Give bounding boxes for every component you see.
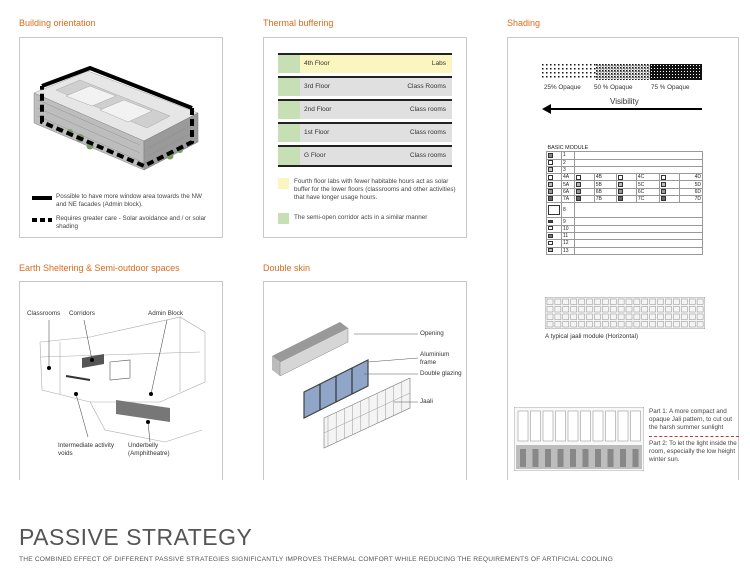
module-icon: [576, 196, 581, 201]
double-skin-title: Double skin: [263, 263, 311, 273]
part2-text: Part 2: To let the light inside the room, especially the low height winter sun.: [649, 440, 737, 463]
jaali-elevation-drawing: [514, 407, 644, 471]
module-icon: [576, 182, 581, 187]
legend-dashed-text: Requires greater care - Solar avoidance and / or solar shading: [56, 215, 207, 230]
module-cell: 6D: [679, 188, 702, 195]
thermal-buffering-panel: [263, 37, 467, 238]
label-intermediate-voids: Intermediate activity voids: [58, 442, 114, 457]
module-num: 2: [562, 159, 575, 166]
module-cell: 7D: [679, 196, 702, 203]
label-jaali: Jaali: [420, 398, 433, 405]
module-icon-large: [548, 205, 560, 215]
legend-solid-text: Possible to have more window area towards the NW and NE facades (Admin block).: [56, 193, 202, 208]
floor-name: 1st Floor: [304, 129, 330, 136]
label-double-glazing: Double glazing: [420, 370, 462, 377]
opacity-gradient-strip: [542, 64, 702, 80]
thermal-buffering-title: Thermal buffering: [263, 18, 334, 28]
floor-name: 3rd Floor: [304, 83, 331, 90]
module-cell: 7A: [562, 196, 575, 203]
basic-module-table: [546, 145, 703, 255]
floor-row-3rd: [278, 76, 452, 96]
visibility-label: Visibility: [610, 97, 639, 106]
module-icon: [576, 189, 581, 194]
legend-solid-line: [32, 195, 52, 201]
label-aluminium-frame: Aluminium frame: [420, 351, 450, 366]
module-icon: [548, 241, 553, 245]
floor-use: Class rooms: [409, 106, 446, 113]
module-icon: [618, 175, 623, 180]
module-icon: [548, 182, 553, 187]
floor-name: 4th Floor: [304, 60, 330, 67]
module-cell: 6C: [636, 188, 659, 195]
module-icon: [576, 175, 581, 180]
floor-row-4th: [278, 53, 452, 73]
module-cell: 4C: [636, 174, 659, 181]
opacity-label-75: 75 % Opaque: [651, 84, 690, 91]
page-title: PASSIVE STRATEGY: [19, 524, 253, 550]
opacity-label-25: 25% Opaque: [544, 84, 581, 91]
page-subtitle: THE COMBINED EFFECT OF DIFFERENT PASSIVE STRATEGIES SIGNIFICANTLY IMPROVES THERMAL COMFORT WHILE REDUCING THE REQUIREMENTS OF ARTIFICIAL COOLING: [19, 556, 614, 563]
module-num: 9: [562, 218, 575, 225]
jaali-caption: A typical jaali module (Horizontal): [545, 333, 639, 340]
module-cell: 5B: [594, 181, 616, 188]
basic-module-title: BASIC MODULE: [547, 145, 589, 152]
module-icon: [548, 175, 553, 180]
floor-use: Class rooms: [409, 129, 446, 136]
note-green-swatch: [278, 213, 289, 224]
earth-sheltering-panel: [19, 281, 223, 480]
module-cell: 5D: [679, 181, 702, 188]
module-num: 12: [562, 240, 575, 247]
label-underbelly: Underbelly (Amphitheatre): [128, 442, 170, 457]
module-icon: [548, 234, 553, 238]
building-orientation-title: Building orientation: [19, 18, 96, 28]
module-cell: 5C: [636, 181, 659, 188]
part-divider: [649, 436, 739, 437]
module-cell: 5A: [562, 181, 575, 188]
floor-name: G Floor: [304, 152, 326, 159]
module-icon: [548, 220, 553, 223]
module-icon: [618, 196, 623, 201]
floor-row-1st: [278, 122, 452, 142]
module-icon: [548, 167, 553, 172]
module-cell: 6A: [562, 188, 575, 195]
module-icon: [548, 160, 553, 165]
label-opening: Opening: [420, 330, 444, 337]
module-num: 13: [562, 247, 575, 254]
floor-name: 2nd Floor: [304, 106, 332, 113]
visibility-arrow: [542, 104, 704, 114]
note-green-text: The semi-open corridor acts in a similar manner: [294, 214, 428, 221]
floor-use: Labs: [431, 60, 446, 67]
module-icon: [661, 182, 666, 187]
floor-row-2nd: [278, 99, 452, 119]
label-admin-block: Admin Block: [148, 310, 183, 317]
note-yellow-swatch: [278, 178, 289, 189]
module-cell: 6B: [594, 188, 616, 195]
module-icon: [661, 189, 666, 194]
jaali-module-drawing: [545, 297, 705, 329]
opacity-label-50: 50 % Opaque: [594, 84, 633, 91]
building-orientation-panel: [19, 37, 223, 238]
floor-use: Class rooms: [409, 152, 446, 159]
shading-title: Shading: [507, 18, 541, 28]
double-skin-drawing: [264, 282, 468, 481]
module-icon: [618, 182, 623, 187]
module-num: 3: [562, 166, 575, 173]
part1-text: Part 1: A more compact and opaque Jali pattern, to cut out the harsh summer sunlight: [649, 408, 732, 431]
double-skin-panel: [263, 281, 467, 480]
floor-row-ground: [278, 145, 452, 167]
module-icon: [548, 196, 553, 201]
module-cell: 7B: [594, 196, 616, 203]
module-icon: [548, 248, 553, 252]
building-orientation-drawing: [20, 38, 224, 188]
module-num: 10: [562, 225, 575, 232]
module-icon: [548, 226, 553, 230]
label-classrooms: Classrooms: [27, 310, 61, 317]
module-icon: [548, 189, 553, 194]
module-cell: 7C: [636, 196, 659, 203]
earth-sheltering-title: Earth Sheltering & Semi-outdoor spaces: [19, 263, 180, 273]
module-num: 8: [562, 203, 575, 218]
module-cell: 4B: [594, 174, 616, 181]
module-cell: 4A: [562, 174, 575, 181]
legend-dashed-line: [32, 217, 52, 223]
module-num: 11: [562, 232, 575, 239]
note-yellow-text: Fourth floor labs with fewer habitable hours act as solar buffer for the lower floors (classrooms and other activities) that have longer usage hours.: [294, 178, 456, 201]
shading-panel: [507, 37, 739, 480]
module-icon: [661, 175, 666, 180]
module-num: 1: [562, 152, 575, 159]
module-cell: 4D: [679, 174, 702, 181]
module-icon: [548, 153, 553, 158]
module-icon: [661, 196, 666, 201]
label-corridors: Corridors: [69, 310, 95, 317]
module-icon: [618, 189, 623, 194]
floor-use: Class Rooms: [407, 83, 446, 90]
